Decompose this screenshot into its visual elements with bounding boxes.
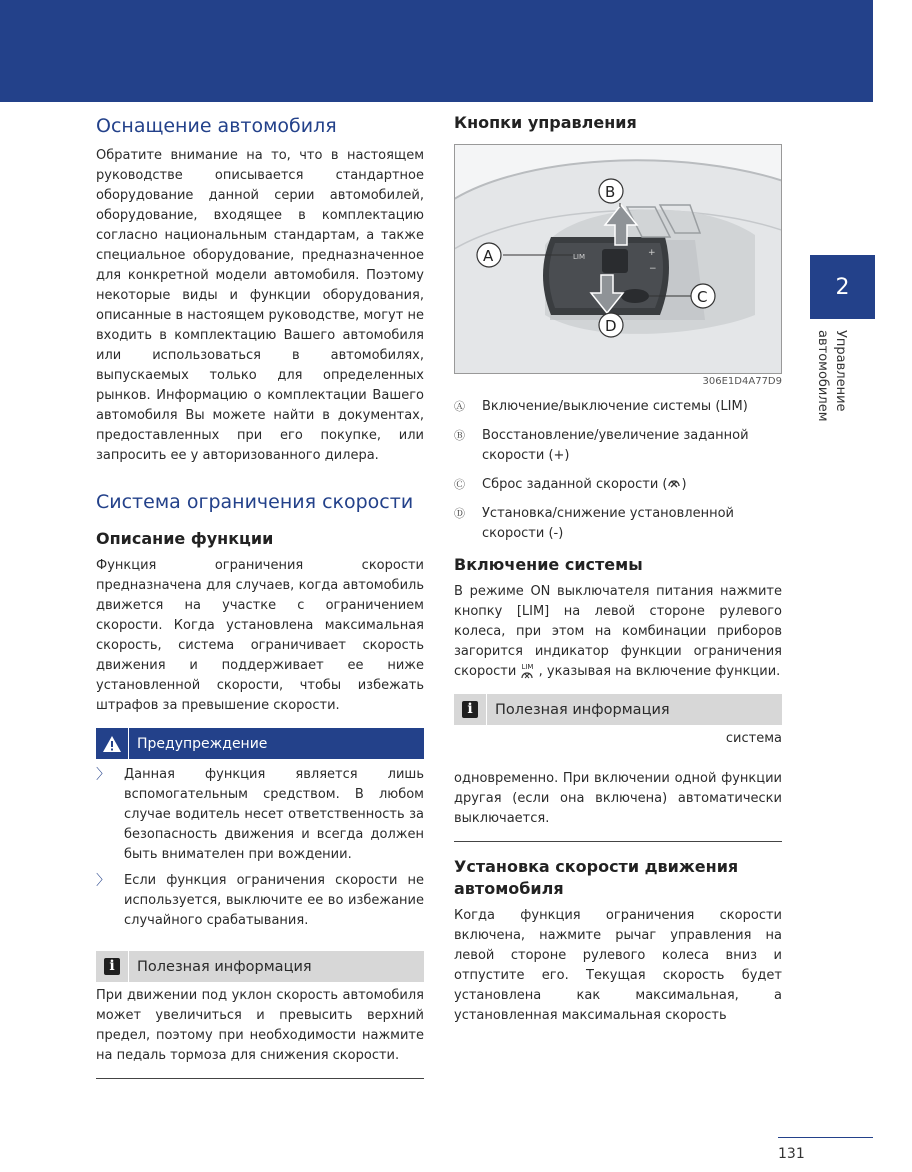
left-column (96, 112, 424, 1079)
svg-text:B: B (605, 183, 616, 201)
chapter-tab: 2 (810, 255, 875, 319)
info-icon: i (104, 958, 120, 975)
subsection-title-enable: Включение системы (454, 555, 643, 574)
bullet-chevron-icon: 〉 (96, 767, 110, 783)
warning-header (96, 728, 424, 759)
page-number-rule (778, 1137, 873, 1138)
figure-code: 306E1D4A77D9 (702, 376, 782, 387)
info-text-fragment: система (725, 731, 782, 746)
divider (96, 1078, 424, 1079)
set-speed-text: Когда функция ограничения скорости включена, нажмите рычаг управления на левой стороне рулевого колеса вниз и отпустите его. Текущая скорость будет установлена как максимальная, а установленная максимальная скорость (454, 908, 782, 1023)
callout-letter: Ⓑ (454, 429, 465, 442)
chapter-label-line1: Управление (833, 330, 848, 412)
callout-item (454, 426, 782, 466)
svg-text:C: C (697, 288, 708, 306)
callout-letter: Ⓐ (454, 400, 465, 413)
info-text: При движении под уклон скорость автомобиля может увеличиться и превысить верхний предел, поэтому при необходимости нажмите на педаль тормоза для снижения скорости. (96, 988, 424, 1063)
warning-triangle-icon (96, 728, 129, 759)
warning-item-text: Если функция ограничения скорости не используется, выключите ее во избежание случайного срабатывания. (124, 873, 424, 928)
info-header (454, 694, 782, 725)
callout-text: Установка/снижение установленной скорости (-) (482, 506, 735, 541)
speed-limit-indicator-icon: LIM (520, 663, 534, 681)
equipment-text: Обратите внимание на то, что в настоящем руководстве описывается стандартное оборудование данной серии автомобилей, оборудование, входящее в комплектацию согласно национальным стандартам, а также специальное оборудование, предназначенное для конкретной модели автомобиля. Поэтому некоторые виды и функции оборудования, описанные в настоящем руководстве, могут не входить в комплектацию Вашего автомобиля или использоваться в автомобилях, выпускаемых только для определенных рынков. Информацию о комплектации Вашего автомобиля Вы можете найти в документах, предоставленных при его покупке, или запросить ее у авторизованного дилера. (96, 148, 424, 463)
svg-text:D: D (605, 317, 617, 335)
plus-button-label: + (648, 248, 656, 258)
callout-item (454, 397, 782, 417)
callout-item (454, 504, 782, 544)
info-title: Полезная информация (137, 958, 312, 975)
steering-wheel-figure (454, 144, 782, 374)
speed-reset-icon (667, 477, 681, 490)
svg-text:A: A (483, 247, 494, 265)
warning-item (96, 871, 424, 931)
steering-wheel-illustration (455, 145, 781, 373)
callout-text: Сброс заданной скорости ( ) (482, 477, 687, 492)
section-title-speed-limit: Система ограничения скорости (96, 491, 414, 513)
callout-text: Включение/выключение системы (LIM) (482, 399, 748, 414)
warning-item-text: Данная функция является лишь вспомогательным средством. В любом случае водитель несет ответственность за безопасность движения и всегда должен быть внимателен при вождении. (124, 767, 424, 862)
callout-text: Восстановление/увеличение заданной скорости (+) (482, 428, 749, 463)
callout-letter: Ⓓ (454, 507, 465, 520)
minus-button-label: − (649, 264, 657, 274)
right-column (454, 112, 782, 1026)
warning-title: Предупреждение (137, 735, 268, 752)
enable-text: В режиме ON выключателя питания нажмите кнопку [LIM] на левой стороне рулевого колеса, при этом на комбинации приборов загорится индикатор функции ограничения скорости LIM , указывая на включение функции. (454, 584, 782, 679)
lim-button-label: LIM (573, 253, 586, 261)
chapter-label-line2: автомобилем (815, 330, 830, 422)
info-title: Полезная информация (495, 701, 670, 718)
subsection-title-set-speed: Установка скорости движения автомобиля (454, 857, 739, 898)
header-band (0, 0, 873, 102)
callout-letter: Ⓒ (454, 478, 465, 491)
info-icon: i (462, 701, 478, 718)
subsection-title-buttons: Кнопки управления (454, 113, 637, 132)
description-text: Функция ограничения скорости предназначена для случаев, когда автомобиль движется на участке с ограничением скорости. Когда установлена максимальная скорость, система ограничивает скорость движения и поддерживает ее ниже установленной скорости, чтобы избежать штрафов за превышение скорости. (96, 558, 424, 713)
subsection-title-description: Описание функции (96, 529, 274, 548)
section-title-equipment: Оснащение автомобиля (96, 115, 337, 137)
page-number: 131 (778, 1146, 805, 1162)
callout-item (454, 475, 782, 495)
info-header (96, 951, 424, 982)
bullet-chevron-icon: 〉 (96, 873, 110, 889)
chapter-label (811, 330, 855, 430)
info-text-continued: одновременно. При включении одной функции другая (если она включена) автоматически выключается. (454, 771, 782, 826)
warning-item (96, 765, 424, 865)
divider (454, 841, 782, 842)
